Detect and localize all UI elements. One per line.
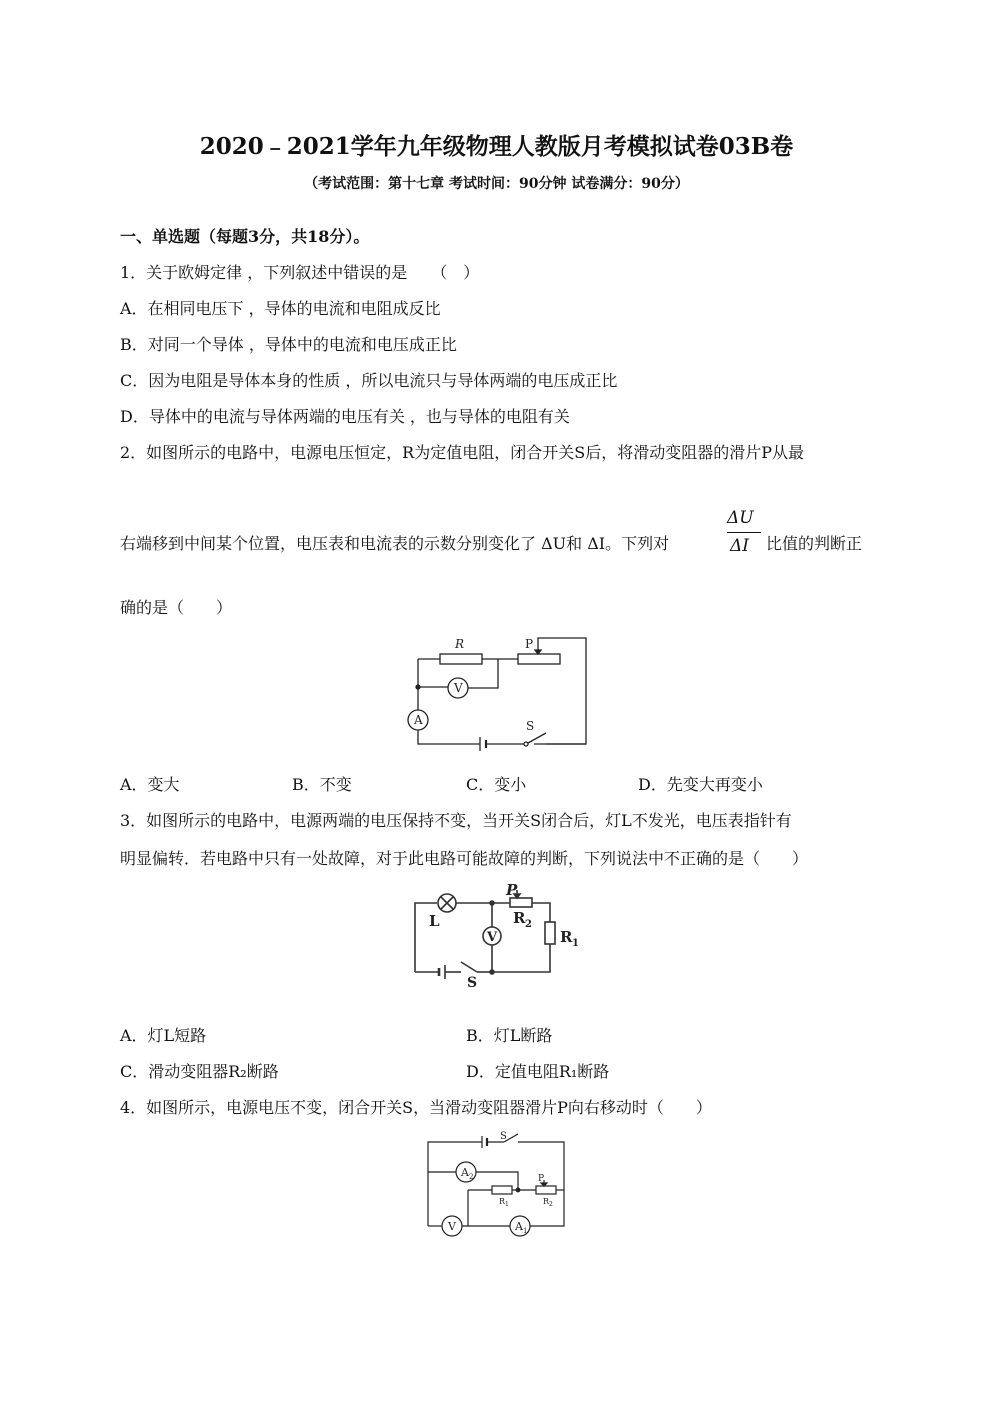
q2-wire-bottom xyxy=(418,730,480,744)
q4-wire-right xyxy=(518,1142,564,1226)
q4-rheostat-r2 xyxy=(536,1186,556,1194)
q3-rheostat-r2 xyxy=(510,898,532,907)
q4-label-p: P xyxy=(538,1174,545,1184)
q2-fraction-denominator: ΔI xyxy=(730,536,749,556)
q2-circuit-diagram xyxy=(400,628,600,752)
q3-option-b: B．灯L断路 xyxy=(466,1026,553,1045)
q2-rheostat xyxy=(518,654,560,664)
q4-label-r1: R xyxy=(499,1197,506,1206)
q4-stem: 4．如图所示，电源电压不变，闭合开关S，当滑动变阻器滑片P向右移动时（ ） xyxy=(120,1098,712,1117)
q4-resistor-r1 xyxy=(492,1186,512,1194)
q3-label-l: L xyxy=(429,912,440,930)
q4-label-s: S xyxy=(500,1131,507,1142)
q3-label-r1: R xyxy=(560,928,573,946)
q3-option-a: A．灯L短路 xyxy=(120,1026,207,1045)
q2-label-r: R xyxy=(455,637,465,651)
exam-title: 2020﹣2021学年九年级物理人教版月考模拟试卷03B卷 xyxy=(199,133,794,160)
q2-label-s: S xyxy=(526,719,535,733)
q3-label-r1-sub: 1 xyxy=(572,938,579,949)
q2-option-a: A．变大 xyxy=(120,775,180,794)
section-heading: 一、单选题（每题3分，共18分）。 xyxy=(120,227,370,246)
q4-wire-left xyxy=(428,1142,482,1226)
q4-label-a1: A xyxy=(515,1220,523,1233)
q2-label-p: P xyxy=(525,637,534,651)
q2-option-c: C．变小 xyxy=(466,775,527,794)
q4-label-a2-sub: 2 xyxy=(469,1173,474,1181)
q3-label-v: V xyxy=(487,930,498,945)
q1-option-c: C．因为电阻是导体本身的性质 ，所以电流只与导体两端的电压成正比 xyxy=(120,371,618,390)
q1-option-b: B．对同一个导体 ，导体中的电流和电压成正比 xyxy=(120,335,457,354)
q2-fraction xyxy=(727,508,761,558)
q3-option-c: C．滑动变阻器R₂断路 xyxy=(120,1062,279,1081)
q4-label-r2-sub: 2 xyxy=(549,1201,553,1208)
q4-label-a2: A xyxy=(461,1166,469,1179)
q2-stem-line2-tail: 比值的判断正 xyxy=(766,534,863,553)
q2-wire xyxy=(468,659,498,688)
q3-label-p: P xyxy=(506,881,518,899)
q2-label-a: A xyxy=(414,713,423,727)
q1-option-d: D．导体中的电流与导体两端的电压有关 ，也与导体的电阻有关 xyxy=(120,407,570,426)
q2-option-b: B．不变 xyxy=(292,775,352,794)
q4-circuit-diagram xyxy=(420,1128,572,1244)
exam-subtitle: （考试范围：第十七章 考试时间：90分钟 试卷满分：90分） xyxy=(304,176,689,192)
q3-stem-line1: 3．如图所示的电路中，电源两端的电压保持不变，当开关S闭合后，灯L不发光，电压表指针有 xyxy=(120,811,792,830)
q2-label-v: V xyxy=(454,681,463,695)
q3-label-r2-sub: 2 xyxy=(525,919,532,930)
q2-option-d: D．先变大再变小 xyxy=(638,775,763,794)
q3-circuit-diagram xyxy=(405,878,595,990)
q2-fraction-bar xyxy=(727,532,761,533)
q3-switch-blade xyxy=(461,962,477,972)
q3-option-d: D．定值电阻R₁断路 xyxy=(466,1062,610,1081)
q4-label-a1-sub: 1 xyxy=(523,1227,528,1235)
q4-label-r1-sub: 1 xyxy=(505,1201,509,1208)
q1-stem: 1．关于欧姆定律 ，下列叙述中错误的是 （ ） xyxy=(120,263,480,282)
q2-fraction-numerator: ΔU xyxy=(727,508,754,528)
q4-label-v: V xyxy=(448,1220,456,1233)
q3-label-s: S xyxy=(467,975,478,990)
q3-resistor-r1 xyxy=(545,922,555,944)
q2-stem-line2: 右端移到中间某个位置，电压表和电流表的示数分别变化了 ΔU和 ΔI。下列对 xyxy=(120,534,670,553)
q3-stem-line2: 明显偏转．若电路中只有一处故障，对于此电路可能故障的判断，下列说法中不正确的是（ ） xyxy=(120,849,809,868)
q2-stem-line1: 2．如图所示的电路中，电源电压恒定，R为定值电阻，闭合开关S后，将滑动变阻器的滑片P从最 xyxy=(120,443,804,462)
q2-switch-blade xyxy=(528,733,546,743)
q1-option-a: A．在相同电压下 ，导体的电流和电阻成反比 xyxy=(120,299,441,318)
q4-label-r2: R xyxy=(543,1197,550,1206)
q3-wire xyxy=(532,903,550,922)
q3-label-r2: R xyxy=(513,909,526,927)
q3-wire-right xyxy=(492,944,550,972)
q2-stem-line3: 确的是（ ） xyxy=(120,598,233,617)
q2-switch-pivot xyxy=(524,742,528,746)
q2-resistor-r xyxy=(440,654,482,664)
